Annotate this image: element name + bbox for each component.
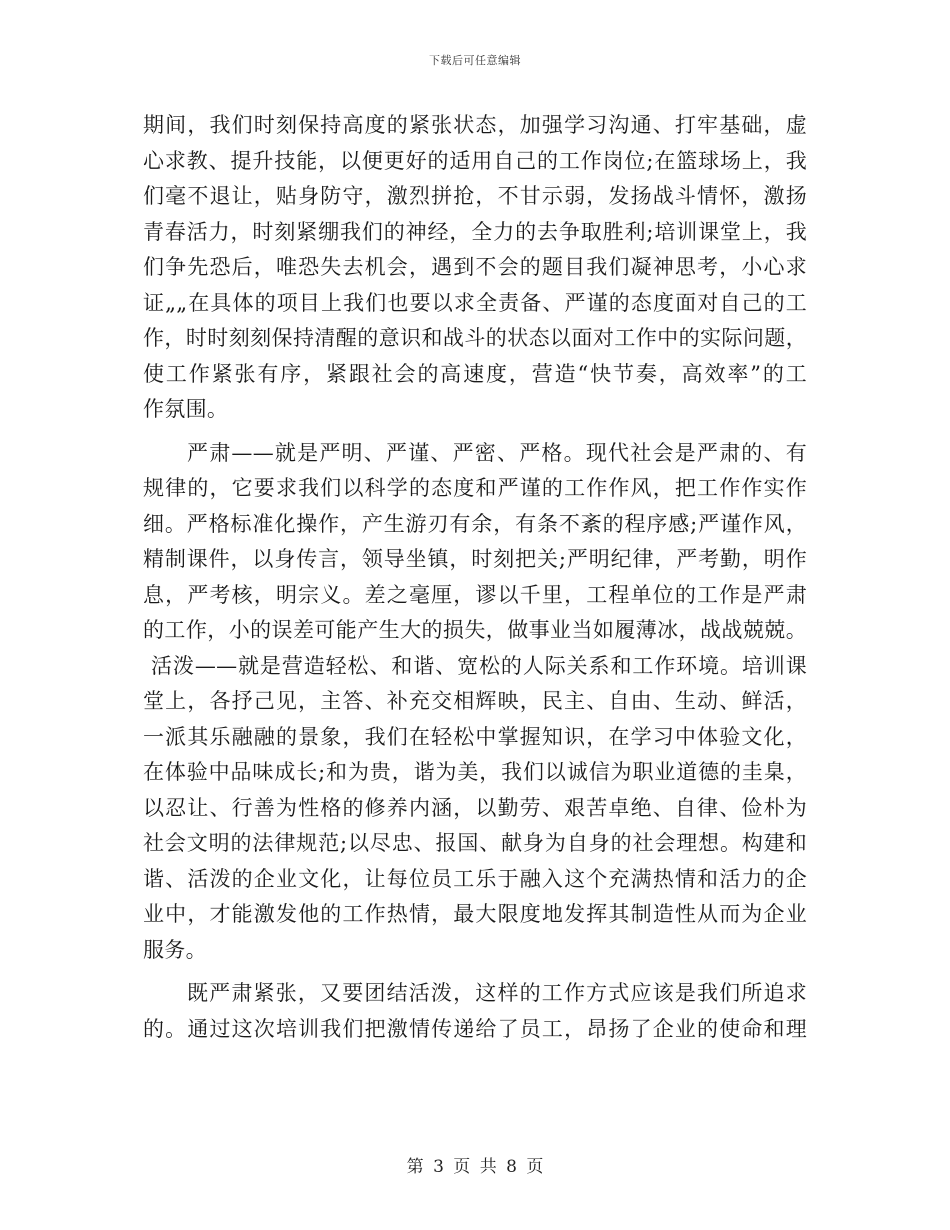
text-line: 期间，我们时刻保持高度的紧张状态，加强学习沟通、打牢基础，虚 [143, 113, 807, 137]
text-line: 作，时时刻刻保持清醒的意识和战斗的状态以面对工作中的实际问题， [143, 326, 807, 350]
paragraph-3 [143, 649, 807, 969]
paragraph-1 [143, 108, 807, 428]
text-line: 的。通过这次培训我们把激情传递给了员工，昂扬了企业的使命和理 [143, 1016, 807, 1041]
text-line: 细。严格标准化操作，产生游刃有余，有条不紊的程序感;严谨作风， [143, 511, 807, 536]
text-line: 们毫不退让，贴身防守，激烈拼抢，不甘示弱，发扬战斗情怀，激扬 [143, 184, 807, 208]
text-line: 的工作，小的误差可能产生大的损失，做事业当如履薄冰，战战兢兢。 [143, 618, 807, 642]
text-line: 精制课件，以身传言，领导坐镇，时刻把关;严明纪律，严考勤，明作 [143, 547, 807, 571]
text-line: 心求教、提升技能，以便更好的适用自己的工作岗位;在篮球场上，我 [143, 148, 807, 173]
text-line: 既严肃紧张，又要团结活泼，这样的工作方式应该是我们所追求 [187, 981, 807, 1005]
paragraph-4 [143, 976, 807, 1047]
document-body [143, 108, 807, 1047]
text-line: 社会文明的法律规范;以尽忠、报国、献身为自身的社会理想。构建和 [143, 831, 807, 855]
text-line: 业中，才能激发他的工作热情，最大限度地发挥其制造性从而为企业 [143, 902, 807, 926]
text-line: 青春活力，时刻紧绷我们的神经，全力的去争取胜利;培训课堂上，我 [143, 219, 807, 244]
text-line: 以忍让、行善为性格的修养内涵，以勤劳、艰苦卓绝、自律、俭朴为 [143, 795, 807, 820]
text-line: 在体验中品味成长;和为贵，谐为美，我们以诚信为职业道德的圭臬， [143, 760, 807, 784]
paragraph-2 [143, 436, 807, 649]
text-line: 作氛围。 [143, 397, 229, 421]
text-line: 规律的，它要求我们以科学的态度和严谨的工作作风，把工作作实作 [143, 476, 807, 500]
text-line: 息，严考核，明宗义。差之毫厘，谬以千里，工程单位的工作是严肃 [143, 582, 807, 607]
page-number: 第 3 页 共 8 页 [406, 1157, 544, 1177]
text-line: 证„„在具体的项目上我们也要以求全责备、严谨的态度面对自己的工 [143, 290, 807, 315]
text-line: 们争先恐后，唯恐失去机会，遇到不会的题目我们凝神思考，小心求 [143, 255, 807, 279]
text-line: 一派其乐融融的景象，我们在轻松中掌握知识，在学习中体验文化， [143, 724, 807, 749]
text-line: 活泼——就是营造轻松、和谐、宽松的人际关系和工作环境。培训课 [151, 653, 807, 678]
header-note: 下载后可任意编辑 [429, 54, 521, 67]
text-line: 谐、活泼的企业文化，让每位员工乐于融入这个充满热情和活力的企 [143, 866, 807, 891]
text-line: 严肃——就是严明、严谨、严密、严格。现代社会是严肃的、有 [187, 440, 807, 465]
text-line: 服务。 [143, 937, 207, 962]
text-line: 堂上，各抒己见，主答、补充交相辉映，民主、自由、生动、鲜活， [143, 689, 807, 713]
text-line: 使工作紧张有序，紧跟社会的高速度，营造“快节奏，高效率”的工 [143, 361, 807, 386]
